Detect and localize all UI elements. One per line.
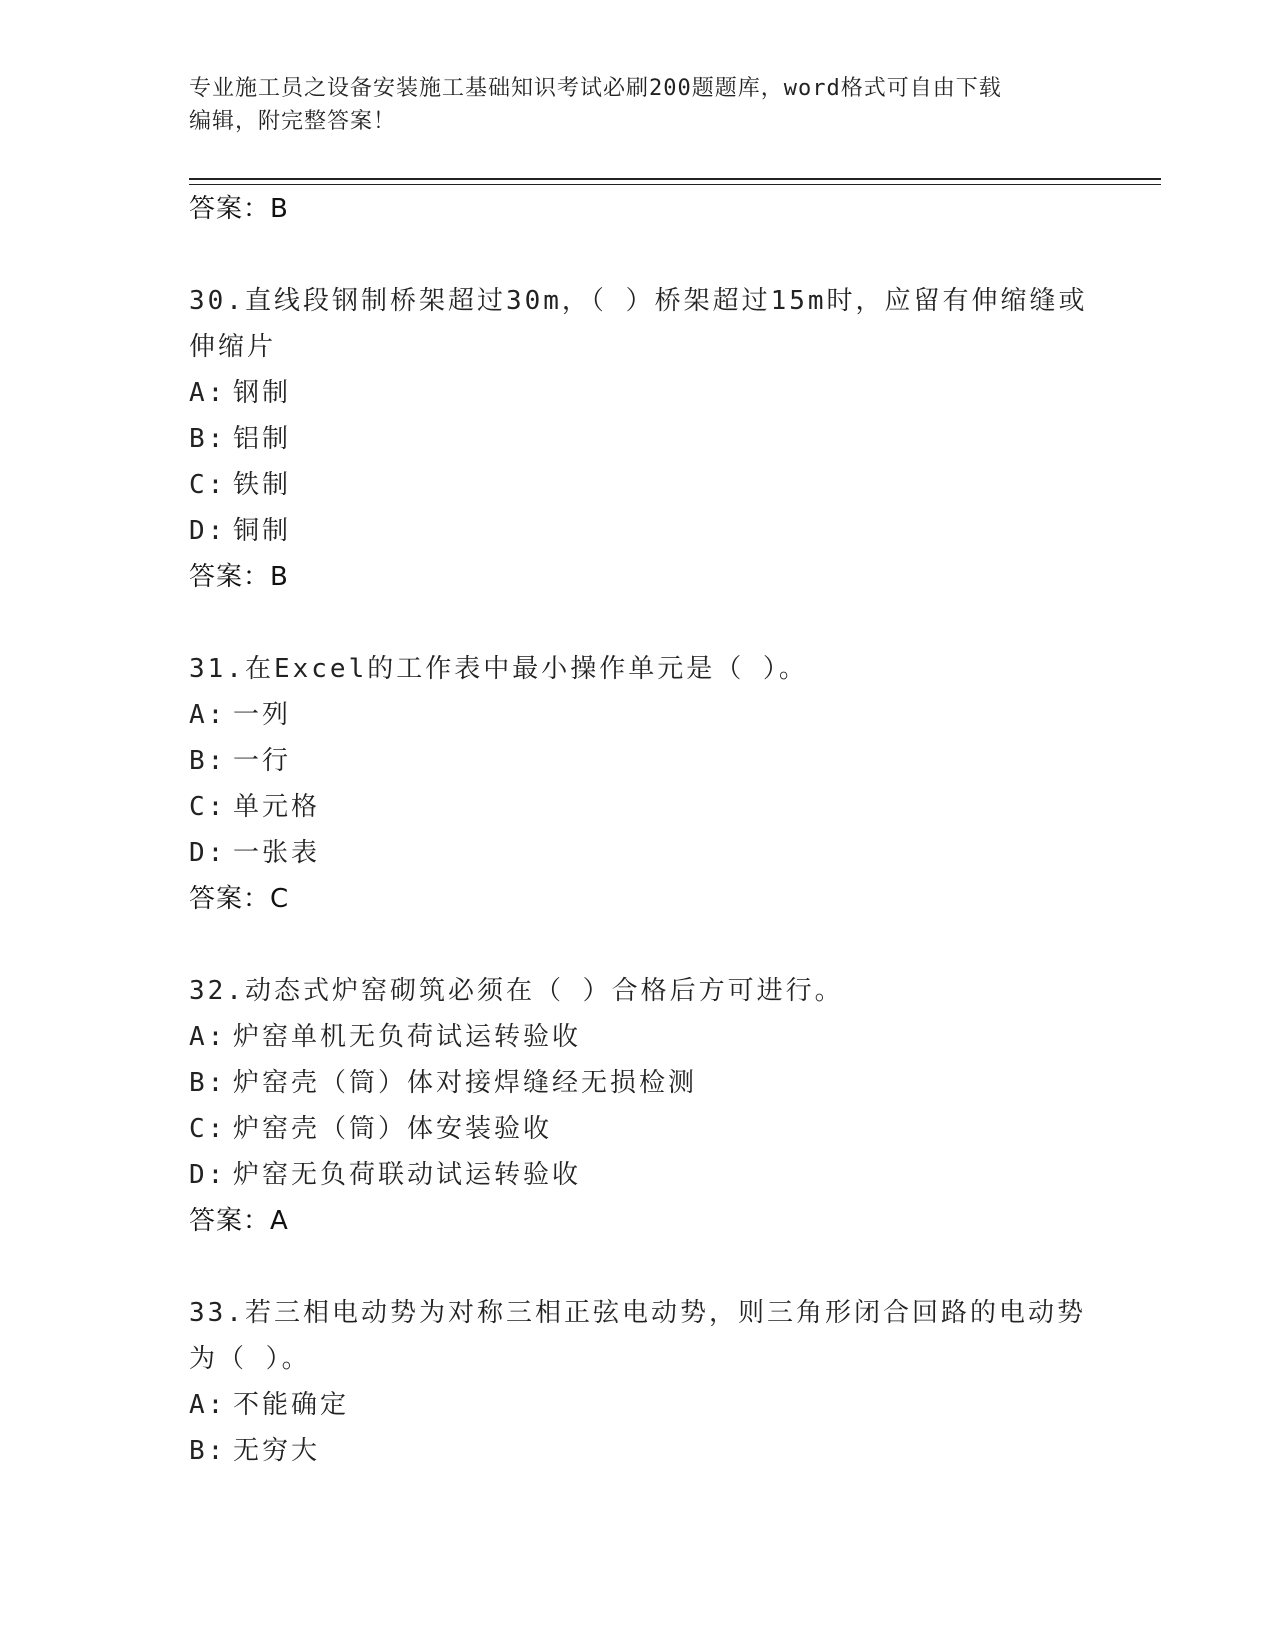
option-text: 一列 bbox=[233, 700, 292, 730]
option-letter: D: bbox=[189, 516, 227, 546]
question-33 bbox=[189, 1290, 1089, 1474]
option-letter: B: bbox=[189, 1068, 227, 1098]
question-32 bbox=[189, 968, 1089, 1244]
option-c bbox=[189, 1106, 1089, 1152]
question-text-line-1: 31.在Excel的工作表中最小操作单元是（ ）。 bbox=[189, 654, 808, 684]
question-text-line-2: 伸缩片 bbox=[189, 332, 277, 362]
answer-line: 答案：A bbox=[189, 1206, 289, 1236]
question-text-line-2: 为（ ）。 bbox=[189, 1344, 311, 1374]
option-letter: A: bbox=[189, 700, 227, 730]
option-letter: B: bbox=[189, 1436, 227, 1466]
header-line-1: 专业施工员之设备安装施工基础知识考试必刷200题题库，word格式可自由下载 bbox=[189, 76, 1002, 101]
option-text: 炉窑壳（筒）体安装验收 bbox=[233, 1114, 553, 1144]
option-c bbox=[189, 462, 1089, 508]
question-31 bbox=[189, 646, 1089, 922]
header-divider-thin bbox=[189, 184, 1161, 185]
question-text-line-1: 33.若三相电动势为对称三相正弦电动势，则三角形闭合回路的电动势 bbox=[189, 1298, 1086, 1328]
question-text-line-1: 32.动态式炉窑砌筑必须在（ ）合格后方可进行。 bbox=[189, 976, 844, 1006]
option-a bbox=[189, 370, 1089, 416]
answer-line: 答案：C bbox=[189, 884, 290, 914]
header-divider-thick bbox=[189, 178, 1161, 180]
option-b bbox=[189, 738, 1089, 784]
question-30 bbox=[189, 278, 1089, 600]
option-letter: A: bbox=[189, 1390, 227, 1420]
option-letter: C: bbox=[189, 1114, 227, 1144]
option-d bbox=[189, 830, 1089, 876]
option-text: 不能确定 bbox=[233, 1390, 350, 1420]
page-header bbox=[189, 72, 1069, 138]
option-b bbox=[189, 1060, 1089, 1106]
option-text: 铝制 bbox=[233, 424, 292, 454]
question-list bbox=[189, 186, 1089, 1474]
option-text: 铁制 bbox=[233, 470, 292, 500]
header-line-2: 编辑，附完整答案！ bbox=[189, 109, 397, 134]
option-text: 炉窑壳（筒）体对接焊缝经无损检测 bbox=[233, 1068, 698, 1098]
option-letter: D: bbox=[189, 838, 227, 868]
option-letter: C: bbox=[189, 470, 227, 500]
option-a bbox=[189, 1014, 1089, 1060]
option-letter: A: bbox=[189, 378, 227, 408]
option-text: 铜制 bbox=[233, 516, 292, 546]
question-text-line-1: 30.直线段钢制桥架超过30m，（ ）桥架超过15m时，应留有伸缩缝或 bbox=[189, 286, 1088, 316]
option-text: 单元格 bbox=[233, 792, 321, 822]
option-text: 炉窑无负荷联动试运转验收 bbox=[233, 1160, 582, 1190]
option-a bbox=[189, 1382, 1089, 1428]
option-letter: B: bbox=[189, 746, 227, 776]
option-text: 钢制 bbox=[233, 378, 292, 408]
option-text: 炉窑单机无负荷试运转验收 bbox=[233, 1022, 582, 1052]
option-letter: B: bbox=[189, 424, 227, 454]
option-text: 无穷大 bbox=[233, 1436, 321, 1466]
option-text: 一行 bbox=[233, 746, 292, 776]
answer-line: 答案：B bbox=[189, 562, 289, 592]
option-letter: A: bbox=[189, 1022, 227, 1052]
option-c bbox=[189, 784, 1089, 830]
option-letter: D: bbox=[189, 1160, 227, 1190]
option-d bbox=[189, 1152, 1089, 1198]
option-b bbox=[189, 1428, 1089, 1474]
option-text: 一张表 bbox=[233, 838, 321, 868]
option-b bbox=[189, 416, 1089, 462]
option-a bbox=[189, 692, 1089, 738]
option-letter: C: bbox=[189, 792, 227, 822]
previous-answer: 答案：B bbox=[189, 194, 289, 224]
option-d bbox=[189, 508, 1089, 554]
